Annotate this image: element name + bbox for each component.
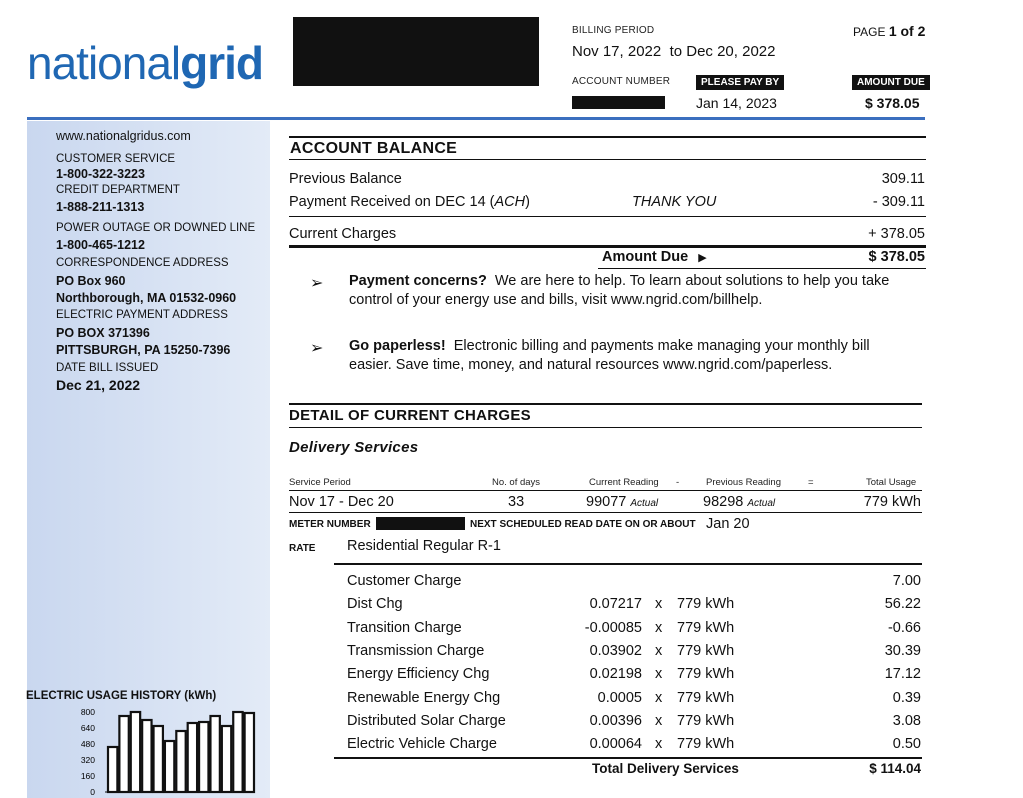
- payment-label-pre: Payment Received on DEC 14 (: [289, 194, 495, 210]
- logo-light-text: national: [27, 37, 181, 89]
- go-paperless-notice: [349, 337, 914, 375]
- charge-multiplier: x: [655, 666, 663, 683]
- please-pay-by-date: Jan 14, 2023: [696, 95, 777, 111]
- charges-bottom-rule: [334, 757, 922, 759]
- charge-amount: -0.66: [887, 619, 921, 636]
- correspondence-line2: Northborough, MA 01532-0960: [56, 291, 237, 305]
- charge-amount: 0.39: [892, 689, 921, 706]
- charge-rate: 0.00396: [589, 712, 642, 729]
- days-value: 33: [508, 494, 525, 510]
- usage-y-tick: 800: [80, 707, 95, 717]
- account-balance-top-rule: [289, 136, 926, 138]
- arrowhead-bullet-icon: ➢: [310, 340, 324, 357]
- header-amount-due: $ 378.05: [865, 95, 920, 111]
- payment-received-label: [289, 194, 530, 210]
- amount-due-rule: [289, 245, 926, 248]
- previous-reading-type: Actual: [747, 498, 776, 509]
- col-dash: -: [676, 477, 680, 488]
- usage-y-tick: 0: [90, 787, 95, 797]
- delivery-services-title: Delivery Services: [289, 439, 419, 456]
- notice-bold-1: Payment concerns?: [349, 273, 487, 289]
- charge-quantity: 779 kWh: [677, 736, 735, 753]
- amount-due-label: Amount Due: [602, 249, 689, 265]
- total-delivery-value: $ 114.04: [869, 761, 921, 776]
- account-balance-title-rule: [289, 159, 926, 160]
- total-delivery-label: Total Delivery Services: [592, 761, 739, 776]
- charge-multiplier: x: [655, 642, 663, 659]
- amount-due-bottom-rule: [598, 268, 926, 269]
- rate-label: RATE: [289, 543, 316, 554]
- charge-multiplier: x: [655, 689, 663, 706]
- usage-history-title: ELECTRIC USAGE HISTORY (kWh): [26, 690, 217, 702]
- customer-service-phone: 1-800-322-3223: [56, 167, 145, 181]
- payment-address-line2: PITTSBURGH, PA 15250-7396: [56, 343, 231, 357]
- charge-quantity: 779 kWh: [677, 666, 735, 683]
- payment-received-value: - 309.11: [872, 194, 925, 210]
- payment-label-post: ): [525, 194, 530, 210]
- notice-text-2: Electronic billing and payments make managing your monthly bill easier. Save time, money, and natural resources www.ngrid.com/paperless.: [349, 338, 870, 373]
- amount-due-value: $ 378.05: [868, 249, 925, 265]
- charge-name: Dist Chg: [347, 596, 403, 613]
- page-value: 1 of 2: [888, 23, 926, 39]
- payment-address-label: ELECTRIC PAYMENT ADDRESS: [56, 309, 228, 321]
- billing-period-label: BILLING PERIOD: [572, 25, 655, 36]
- reading-header-rule: [289, 490, 922, 491]
- col-days: No. of days: [492, 477, 541, 488]
- charge-multiplier: x: [655, 712, 663, 729]
- correspondence-line1: PO Box 960: [56, 274, 126, 288]
- meter-number-label: METER NUMBER: [289, 519, 371, 530]
- amount-due-row: [602, 249, 707, 265]
- usage-bar: [154, 726, 163, 792]
- usage-bar: [199, 722, 208, 792]
- charge-name: Renewable Energy Chg: [347, 689, 501, 706]
- service-period-value: Nov 17 - Dec 20: [289, 494, 394, 510]
- outage-label: POWER OUTAGE OR DOWNED LINE: [56, 222, 256, 234]
- usage-y-tick: 640: [80, 723, 95, 733]
- col-current-reading: Current Reading: [589, 477, 659, 488]
- next-read-value: Jan 20: [706, 516, 750, 532]
- charge-rate: 0.00064: [589, 736, 642, 753]
- current-reading-number: 99077: [586, 494, 627, 510]
- current-reading-type: Actual: [630, 498, 659, 509]
- col-equals: =: [808, 477, 814, 488]
- date-issued-label: DATE BILL ISSUED: [56, 362, 159, 374]
- charge-name: Transition Charge: [347, 619, 462, 636]
- page-prefix: PAGE: [853, 25, 886, 39]
- charge-multiplier: x: [655, 619, 663, 636]
- credit-department-label: CREDIT DEPARTMENT: [56, 184, 180, 196]
- redacted-address-block: [293, 17, 539, 86]
- previous-reading-value: [703, 494, 775, 510]
- next-read-label: NEXT SCHEDULED READ DATE ON OR ABOUT: [470, 519, 696, 530]
- charge-amount: 56.22: [884, 596, 921, 613]
- charge-quantity: 779 kWh: [677, 619, 735, 636]
- usage-y-tick: 480: [80, 739, 95, 749]
- amount-due-tag: AMOUNT DUE: [852, 75, 930, 90]
- usage-history-chart: [27, 706, 270, 798]
- charge-name: Customer Charge: [347, 573, 462, 589]
- col-total-usage: Total Usage: [866, 477, 917, 488]
- charge-name: Electric Vehicle Charge: [347, 736, 497, 753]
- payment-address-line1: PO BOX 371396: [56, 326, 150, 340]
- date-issued-value: Dec 21, 2022: [56, 377, 141, 393]
- charge-multiplier: x: [655, 596, 663, 613]
- national-grid-logo: [27, 36, 263, 90]
- previous-balance-value: 309.11: [881, 171, 925, 187]
- payment-row-rule: [289, 216, 926, 217]
- current-reading-value: [586, 494, 658, 510]
- website-link[interactable]: www.nationalgridus.com: [56, 129, 191, 143]
- usage-bar: [210, 716, 219, 792]
- charge-rate: 0.07217: [589, 596, 642, 613]
- charge-rate: 0.02198: [589, 666, 642, 683]
- charge-quantity: 779 kWh: [677, 712, 735, 729]
- usage-bar: [176, 731, 185, 792]
- charge-amount: 7.00: [892, 573, 921, 589]
- detail-top-rule: [289, 403, 922, 405]
- usage-bar: [188, 723, 197, 792]
- charge-amount: 17.12: [884, 666, 921, 683]
- current-charges-value: + 378.05: [868, 226, 925, 242]
- usage-y-tick: 320: [80, 755, 95, 765]
- usage-bar: [131, 712, 140, 792]
- please-pay-by-tag: PLEASE PAY BY: [696, 75, 784, 90]
- reading-row-rule: [289, 512, 922, 513]
- credit-department-phone: 1-888-211-1313: [56, 200, 145, 214]
- billing-period-value: Nov 17, 2022 to Dec 20, 2022: [572, 43, 776, 60]
- charge-multiplier: x: [655, 736, 663, 753]
- outage-phone: 1-800-465-1212: [56, 238, 145, 252]
- page-indicator: [853, 23, 925, 39]
- usage-bar: [245, 713, 254, 792]
- thank-you-text: THANK YOU: [632, 194, 717, 210]
- charges-top-rule: [334, 563, 922, 565]
- usage-bar: [233, 712, 242, 792]
- usage-bar: [165, 741, 174, 792]
- col-service-period: Service Period: [289, 477, 351, 488]
- charge-quantity: 779 kWh: [677, 596, 735, 613]
- redacted-meter-number: [376, 517, 465, 530]
- previous-reading-number: 98298: [703, 494, 744, 510]
- customer-service-label: CUSTOMER SERVICE: [56, 153, 176, 165]
- notice-text-1: We are here to help. To learn about solutions to help you take control of your energy use and bills, visit www.ngrid.com/billhelp.: [349, 273, 890, 308]
- usage-bar: [119, 716, 128, 792]
- logo-bold-text: grid: [180, 37, 264, 89]
- payment-concerns-notice: [349, 272, 909, 310]
- account-balance-title: ACCOUNT BALANCE: [290, 140, 458, 157]
- detail-title: DETAIL OF CURRENT CHARGES: [289, 407, 531, 424]
- current-charges-label: Current Charges: [289, 226, 397, 242]
- charge-quantity: 779 kWh: [677, 642, 735, 659]
- rate-value: Residential Regular R-1: [347, 538, 501, 554]
- usage-y-tick: 160: [80, 771, 95, 781]
- play-arrow-icon: ▶: [698, 252, 707, 264]
- payment-label-ach: ACH: [494, 194, 526, 210]
- charge-name: Transmission Charge: [347, 642, 485, 659]
- redacted-account-number: [572, 96, 665, 109]
- charge-rate: 0.0005: [597, 689, 642, 706]
- charge-name: Distributed Solar Charge: [347, 712, 506, 729]
- charge-amount: 3.08: [892, 712, 921, 729]
- col-previous-reading: Previous Reading: [706, 477, 781, 488]
- charge-rate: 0.03902: [589, 642, 642, 659]
- notice-bold-2: Go paperless!: [349, 338, 446, 354]
- detail-title-rule: [289, 427, 922, 428]
- usage-bar: [142, 720, 151, 792]
- charge-name: Energy Efficiency Chg: [347, 666, 490, 683]
- charge-rate: -0.00085: [584, 619, 642, 636]
- charge-amount: 0.50: [892, 736, 921, 753]
- correspondence-label: CORRESPONDENCE ADDRESS: [56, 257, 229, 269]
- arrowhead-bullet-icon: ➢: [310, 275, 324, 292]
- total-usage-value: 779 kWh: [863, 494, 921, 510]
- charge-quantity: 779 kWh: [677, 689, 735, 706]
- charge-amount: 30.39: [884, 642, 921, 659]
- account-number-label: ACCOUNT NUMBER: [572, 76, 671, 87]
- header-divider: [27, 117, 925, 120]
- usage-bar: [108, 747, 117, 792]
- previous-balance-label: Previous Balance: [289, 171, 402, 187]
- usage-bar: [222, 726, 231, 792]
